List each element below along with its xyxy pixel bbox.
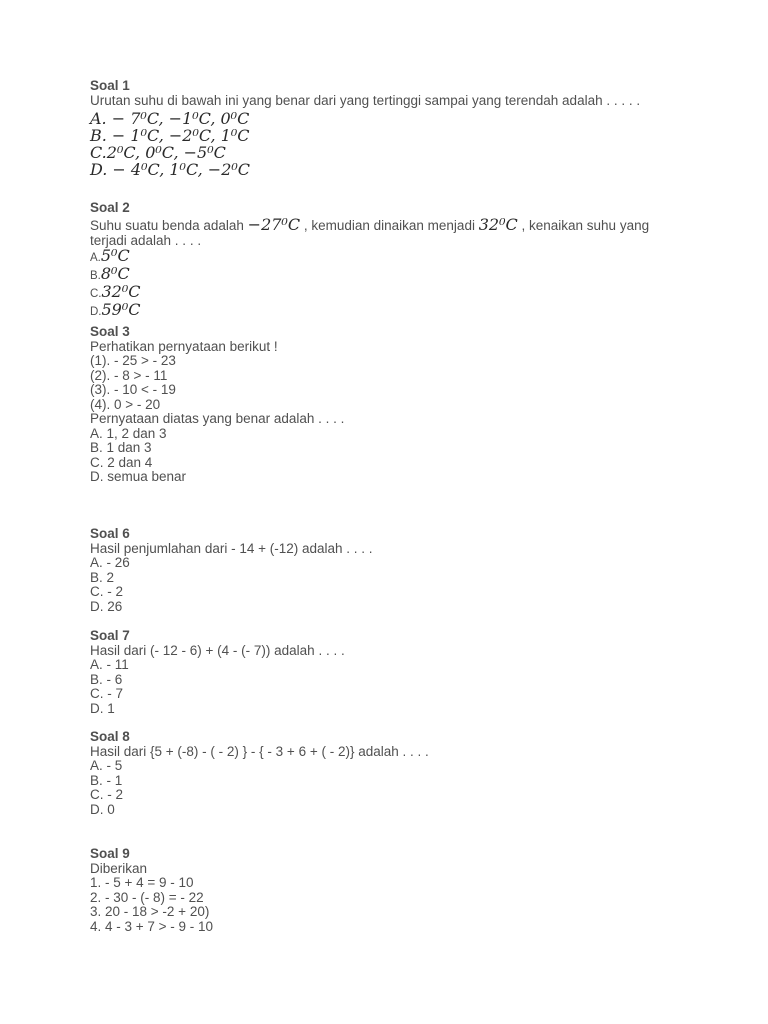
soal-1-option-a: A. − 7⁰C, −1⁰C, 0⁰C [90, 109, 250, 128]
soal-6-option-b: B. 2 [90, 569, 115, 585]
soal-2-question-math-2: 32⁰C [478, 214, 518, 234]
soal-8-title: Soal 8 [90, 729, 130, 744]
soal-2-option-c [90, 284, 678, 302]
soal-1 [90, 79, 678, 178]
soal-6-option-d: D. 26 [90, 598, 123, 614]
soal-3-option-b: B. 1 dan 3 [90, 440, 152, 455]
soal-2-question-line-2: terjadi adalah . . . . [90, 232, 202, 248]
soal-2 [90, 201, 678, 320]
soal-6-option-a: A. - 26 [90, 555, 130, 570]
soal-3-option-d: D. semua benar [90, 469, 187, 484]
soal-3-title: Soal 3 [90, 324, 130, 339]
soal-6-question: Hasil penjumlahan dari - 14 + (-12) adalah . . . . [90, 540, 373, 556]
soal-3 [90, 325, 678, 485]
soal-2-option-c-value: 32⁰C [101, 282, 141, 301]
soal-2-question-part-1: Suhu suatu benda adalah [90, 217, 244, 233]
soal-2-option-d-value: 59⁰C [101, 300, 141, 319]
soal-8-option-c: C. - 2 [90, 787, 124, 802]
soal-2-option-a [90, 248, 678, 266]
soal-3-intro: Perhatikan pernyataan berikut ! [90, 338, 278, 354]
soal-2-option-d [90, 302, 678, 320]
soal-1-option-c: C.2⁰C, 0⁰C, −5⁰C [90, 143, 226, 162]
soal-9 [90, 847, 678, 934]
soal-7-question: Hasil dari (- 12 - 6) + (4 - (- 7)) adalah . . . . [90, 642, 345, 658]
soal-3-statement-2: (2). - 8 > - 11 [90, 367, 168, 383]
soal-9-intro: Diberikan [90, 860, 148, 876]
soal-1-option-d: D. − 4⁰C, 1⁰C, −2⁰C [90, 160, 251, 179]
soal-8-option-b: B. - 1 [90, 772, 123, 788]
soal-7-option-c: C. - 7 [90, 686, 124, 701]
soal-7 [90, 629, 678, 716]
soal-8-option-a: A. - 5 [90, 758, 123, 773]
soal-9-title: Soal 9 [90, 846, 130, 861]
soal-2-option-a-letter: A. [90, 252, 101, 264]
soal-3-question: Pernyataan diatas yang benar adalah . . . . [90, 411, 345, 426]
soal-1-option-b: B. − 1⁰C, −2⁰C, 1⁰C [90, 126, 250, 145]
soal-6-option-c: C. - 2 [90, 584, 124, 599]
soal-2-title: Soal 2 [90, 200, 130, 215]
soal-2-option-b-letter: B. [90, 270, 101, 282]
soal-3-statement-3: (3). - 10 < - 19 [90, 382, 176, 397]
soal-2-question-part-3: , kenaikan suhu yang [521, 217, 650, 233]
soal-8-option-d: D. 0 [90, 801, 115, 817]
soal-2-option-c-letter: C. [90, 288, 102, 300]
soal-2-question-math-1: −27⁰C [247, 214, 301, 234]
soal-3-option-c: C. 2 dan 4 [90, 454, 153, 470]
soal-2-option-b-value: 8⁰C [100, 264, 130, 283]
soal-3-statement-4: (4). 0 > - 20 [90, 396, 161, 412]
soal-7-option-b: B. - 6 [90, 671, 123, 687]
soal-6-title: Soal 6 [90, 526, 130, 541]
soal-8-question: Hasil dari {5 + (-8) - ( - 2) } - { - 3 + 6 + ( - 2)} adalah . . . . [90, 743, 429, 759]
soal-3-option-a: A. 1, 2 dan 3 [90, 425, 167, 441]
soal-2-question-line-1 [90, 216, 678, 234]
soal-2-option-a-value: 5⁰C [100, 246, 130, 265]
soal-9-statement-3: 3. 20 - 18 > -2 + 20) [90, 904, 210, 919]
soal-9-statement-2: 2. - 30 - (- 8) = - 22 [90, 889, 204, 905]
soal-8 [90, 730, 678, 817]
soal-3-statement-1: (1). - 25 > - 23 [90, 353, 176, 368]
soal-6 [90, 527, 678, 614]
soal-2-option-d-letter: D. [90, 306, 102, 318]
soal-9-statement-4: 4. 4 - 3 + 7 > - 9 - 10 [90, 918, 214, 934]
soal-1-question: Urutan suhu di bawah ini yang benar dari yang tertinggi sampai yang terendah adalah . . . . . [90, 92, 641, 108]
soal-7-title: Soal 7 [90, 628, 130, 643]
soal-7-option-d: D. 1 [90, 700, 115, 716]
soal-1-title: Soal 1 [90, 78, 130, 93]
soal-2-option-b [90, 266, 678, 284]
soal-9-statement-1: 1. - 5 + 4 = 9 - 10 [90, 875, 194, 890]
soal-2-question-part-2: , kemudian dinaikan menjadi [303, 217, 475, 233]
soal-7-option-a: A. - 11 [90, 657, 129, 672]
